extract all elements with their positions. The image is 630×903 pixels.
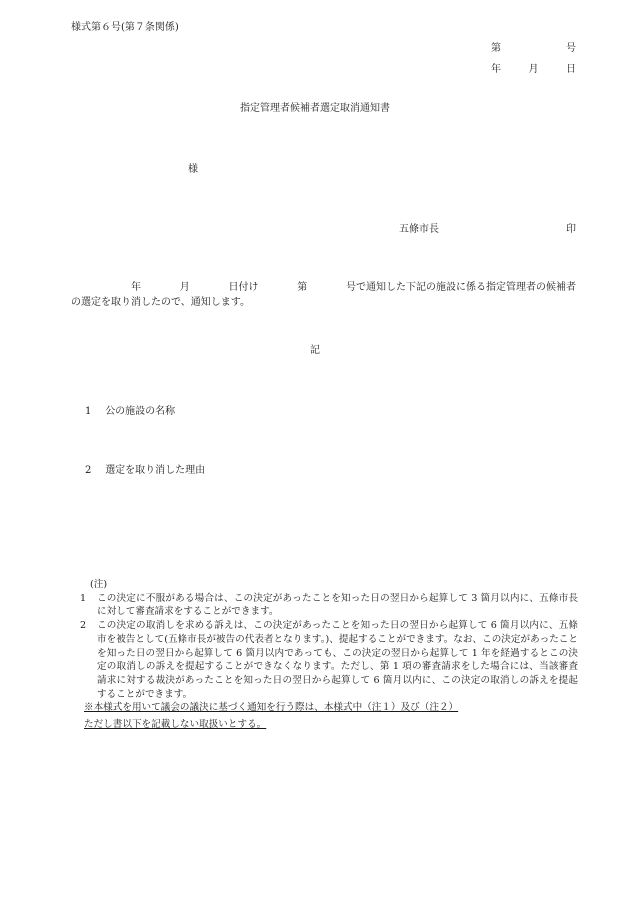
date-day: 日	[566, 64, 576, 75]
doc-no-prefix: 第	[491, 43, 501, 54]
sender-name: 五條市長	[399, 224, 439, 235]
remark-line-2: ただし書以下を記載しない取扱いとする。	[84, 719, 267, 731]
doc-no-suffix: 号	[566, 43, 576, 54]
body-line-1	[71, 280, 576, 295]
addressee-suffix: 様	[188, 164, 198, 175]
body-text	[71, 280, 576, 310]
form-number: 様式第６号(第７条関係)	[71, 22, 179, 33]
note-number: 1	[80, 592, 87, 604]
remark-line-1: ※本様式を用いて議会の議決に基づく通知を行う際は、本様式中（注１）及び（注２）	[84, 702, 459, 714]
item-cancel-reason	[85, 463, 205, 478]
document-title: 指定管理者候補者選定取消通知書	[240, 103, 390, 114]
note-number: 2	[80, 620, 87, 632]
seal-mark: 印	[566, 224, 576, 235]
date-year: 年	[491, 64, 501, 75]
body-line-2: の選定を取り消したので、通知します。	[71, 297, 250, 308]
item-number: 2	[85, 465, 92, 476]
note-text: この決定の取消しを求める訴えは、この決定があったことを知った日の翌日から起算して 6 箇月以内に、五條市を被告として(五條市長が被告の代表者となります。)、提起することができます。なお、この決定があったことを知った日の翌日から起算して 6 箇月以内であっても、この決定の翌日から起算して 1 年を経過するとこの決定の取消しの訴えを提起することができなくなります。ただし、第 1 項の審査請求をした場合には、当該審査請求に対する裁決があったことを知った日の翌日から起算して 6 箇月以内に、この決定の取消しの訴えを提起することができます。	[97, 620, 578, 700]
document-number-line	[491, 41, 576, 56]
item-label: 選定を取り消した理由	[105, 465, 206, 476]
body-year: 年	[131, 282, 141, 293]
note-item	[80, 592, 578, 619]
notes-heading: (注)	[90, 579, 108, 590]
body-day-dated: 日付け	[228, 282, 259, 293]
ki-heading: 記	[310, 345, 320, 356]
sender-line	[399, 222, 576, 237]
body-no-prefix: 第	[297, 282, 308, 293]
note-item	[80, 619, 578, 701]
date-line	[491, 62, 576, 77]
item-facility-name	[85, 404, 175, 419]
body-month: 月	[179, 282, 190, 293]
date-month: 月	[528, 64, 539, 75]
note-text: この決定に不服がある場合は、この決定があったことを知った日の翌日から起算して 3 箇月以内に、五條市長に対して審査請求をすることができます。	[97, 592, 578, 618]
body-line1-rest: 号で通知した下記の施設に係る指定管理者の候補者	[346, 282, 576, 293]
item-label: 公の施設の名称	[105, 406, 176, 417]
item-number: 1	[85, 406, 92, 417]
notes-section	[80, 578, 578, 732]
